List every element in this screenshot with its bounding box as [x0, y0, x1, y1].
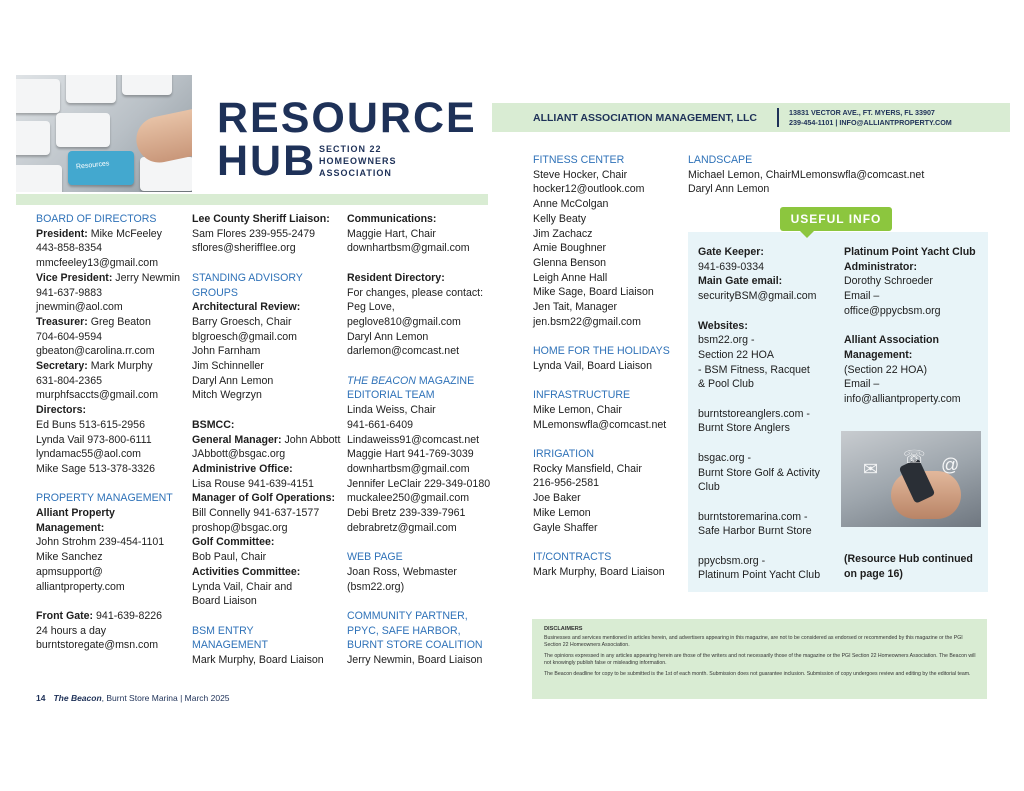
website-line: bsm22.org -: [698, 334, 755, 347]
holidays-line: Lynda Vail, Board Liaison: [533, 359, 652, 372]
golfops-label: Manager of Golf Operations:: [192, 492, 336, 505]
directors-label: Directors:: [36, 404, 87, 417]
address-line: 13831 VECTOR AVE., FT. MYERS, FL 33907: [789, 108, 935, 117]
irrigation-line: Mike Lemon: [533, 506, 591, 519]
bsmcc-label: BSMCC:: [192, 418, 235, 431]
activities-line: Board Liaison: [192, 595, 257, 608]
useful-info-tab: USEFUL INFO: [780, 207, 892, 231]
fitness-line: Anne McColgan: [533, 198, 609, 211]
page-number: 14: [36, 693, 46, 703]
beacon-line: Lindaweiss91@comcast.net: [347, 433, 480, 446]
page-title-resource: RESOURCE: [217, 94, 477, 142]
fitness-line: Kelly Beaty: [533, 212, 586, 225]
ppyc-line: Email –: [844, 290, 880, 303]
activities-line: Lynda Vail, Chair and: [192, 580, 293, 593]
landscape-line: Michael Lemon, ChairMLemonswfla@comcast.net: [688, 168, 925, 181]
ppyc-line: office@ppycbsm.org: [844, 304, 941, 317]
section-heading-web: WEB PAGE: [347, 551, 403, 564]
phone: 443-858-8354: [36, 242, 102, 255]
resdir-label: Resident Directory:: [347, 271, 445, 284]
fitness-line: Amie Boughner: [533, 242, 607, 255]
alliant-line: info@alliantproperty.com: [844, 393, 961, 406]
email: JAbbott@bsgac.org: [192, 448, 286, 461]
landscape-line: Daryl Ann Lemon: [688, 183, 770, 196]
web-line: Joan Ross, Webmaster: [347, 565, 457, 578]
arch-line: blgroesch@gmail.com: [192, 330, 297, 343]
section-heading-bsm-entry: BSM ENTRY: [192, 624, 254, 637]
comm-label: Communications:: [347, 213, 437, 225]
subtitle-line: SECTION 22: [319, 144, 382, 154]
subtitle-line: HOMEOWNERS: [319, 156, 397, 166]
resdir-line: Daryl Ann Lemon: [347, 330, 429, 343]
landscape-section: [688, 153, 924, 197]
activities-label: Activities Committee:: [192, 565, 301, 578]
irrigation-line: Rocky Mansfield, Chair: [533, 462, 642, 475]
beacon-line: debrabretz@gmail.com: [347, 521, 457, 534]
website-line: Burnt Store Golf & Activity: [698, 466, 820, 479]
section-heading-standing: STANDING ADVISORY: [192, 271, 303, 284]
section-heading-irrigation: IRRIGATION: [533, 448, 595, 461]
sheriff-line: sflores@sheriffIee.org: [192, 242, 296, 255]
section-heading-holidays: HOME FOR THE HOLIDAYS: [533, 345, 670, 358]
secretary-line: Secretary: Mark Murphy: [36, 360, 153, 373]
fitness-line: Jim Zachacz: [533, 227, 593, 240]
arch-line: Daryl Ann Lemon: [192, 374, 274, 387]
column-committees: [533, 153, 670, 579]
vp-line: Vice President: Jerry Newmin: [36, 271, 181, 284]
email: mmcfeeley13@gmail.com: [36, 257, 159, 270]
comm-line: Maggie Hart, Chair: [347, 227, 436, 240]
disclaimer-paragraph: The Beacon deadline for copy to be submitted is the 1st of each month. Submission does not guarantee inclusion. Submission of copy undergoes review and editing by the editorial team.: [544, 671, 971, 677]
golfops-line: proshop@bsgac.org: [192, 521, 288, 534]
column-standing-groups: [192, 212, 340, 668]
contact-line: 239-454-1101 | INFO@ALLIANTPROPERTY.COM: [789, 118, 952, 127]
web-line: (bsm22.org): [347, 580, 405, 593]
front-gate-line: Front Gate: 941-639-8226: [36, 609, 163, 622]
page-subtitle: [319, 143, 429, 179]
alliant-label: Alliant Association: [844, 334, 939, 347]
sheriff-line: Sam Flores 239-955-2479: [192, 227, 316, 240]
website-line: Club: [698, 481, 720, 494]
page-footer: [36, 693, 230, 703]
resdir-line: peglove810@gmail.com: [347, 315, 461, 328]
irrigation-line: Gayle Shaffer: [533, 521, 598, 534]
arch-line: John Farnham: [192, 345, 261, 358]
alliant-address: [789, 108, 952, 128]
column-board: [36, 212, 180, 653]
gate-email-label: Main Gate email:: [698, 275, 783, 288]
arch-line: Barry Groesch, Chair: [192, 315, 292, 328]
column-communications: [347, 212, 490, 668]
resdir-line: darlemon@comcast.net: [347, 345, 460, 358]
irrigation-line: Joe Baker: [533, 492, 581, 505]
fitness-line: Glenna Benson: [533, 256, 607, 269]
section-heading-landscape: LANDSCAPE: [688, 154, 753, 166]
beacon-line: muckalee250@gmail.com: [347, 492, 470, 505]
at-sign-icon: @: [941, 455, 960, 475]
section-heading-infrastructure: INFRASTRUCTURE: [533, 389, 631, 402]
website-line: bsgac.org -: [698, 451, 751, 464]
arch-line: Mitch Wegrzyn: [192, 389, 262, 402]
golfcomm-label: Golf Committee:: [192, 536, 275, 549]
pm-company: Management:: [36, 521, 105, 534]
disclaimer-paragraph: Businesses and services mentioned in articles herein, and advertisers appearing in this magazine, are not to be considered as endorsed or recommended by this magazine or the PGI Section 22 Homeowners Association.: [544, 635, 963, 648]
website-line: & Pool Club: [698, 378, 754, 391]
phone-icons-photo: [841, 431, 981, 527]
pm-line: alliantproperty.com: [36, 580, 125, 593]
phone: 941-639-0334: [698, 260, 764, 273]
section-heading-bsm-entry: MANAGEMENT: [192, 639, 268, 652]
beacon-line: Maggie Hart 941-769-3039: [347, 448, 474, 461]
page-title-hub: HUB: [217, 137, 317, 185]
section-heading-beacon: EDITORIAL TEAM: [347, 389, 435, 402]
ppyc-line: Dorothy Schroeder: [844, 275, 933, 288]
beacon-line: 941-661-6409: [347, 418, 413, 431]
alliant-label: Management:: [844, 348, 913, 361]
infra-line: MLemonswfla@comcast.net: [533, 418, 667, 431]
bsm-line: Mark Murphy, Board Liaison: [192, 654, 324, 667]
infra-line: Mike Lemon, Chair: [533, 403, 622, 416]
beacon-line: Linda Weiss, Chair: [347, 404, 436, 417]
disclaimer-paragraph: The opinions expressed in any articles appearing herein are those of the writers and not necessarily those of the magazine or the PGI Section 22 Homeowners Association. The Beacon will not knowingly publish false or misleading information.: [544, 653, 976, 666]
publication-name: The Beacon: [53, 693, 102, 703]
email: murphfsaccts@gmail.com: [36, 389, 159, 402]
gatekeeper-label: Gate Keeper:: [698, 246, 764, 258]
alliant-line: (Section 22 HOA): [844, 363, 928, 376]
website-line: Section 22 HOA: [698, 348, 774, 361]
pm-line: Mike Sanchez: [36, 551, 103, 564]
comm-line: downhartbsm@gmail.com: [347, 242, 470, 255]
fitness-line: Leigh Anne Hall: [533, 271, 608, 284]
gm-line: General Manager: John Abbott: [192, 433, 341, 446]
ppyc-label: Administrator:: [844, 260, 917, 273]
section-heading-board: BOARD OF DIRECTORS: [36, 213, 157, 225]
beacon-line: Debi Bretz 239-339-7961: [347, 507, 466, 520]
section-heading-it: IT/CONTRACTS: [533, 550, 612, 563]
continued-note: [844, 552, 984, 581]
fitness-line: jen.bsm22@gmail.com: [533, 315, 641, 328]
pm-company: Alliant Property: [36, 507, 115, 520]
section-heading-property-management: PROPERTY MANAGEMENT: [36, 492, 173, 505]
section-heading-fitness: FITNESS CENTER: [533, 154, 625, 166]
website-line: Platinum Point Yacht Club: [698, 569, 821, 582]
email: burntstoregate@msn.com: [36, 639, 159, 652]
beacon-line: Jennifer LeClair 229-349-0180: [347, 477, 491, 490]
pm-line: apmsupport@: [36, 565, 103, 578]
website-line: ppycbsm.org -: [698, 554, 766, 567]
website-line: Burnt Store Anglers: [698, 422, 790, 435]
cp-line: Jerry Newmin, Board Liaison: [347, 654, 483, 667]
email: gbeaton@carolina.rr.com: [36, 345, 155, 358]
gate-hours: 24 hours a day: [36, 624, 107, 637]
director-line: Mike Sage 513-378-3326: [36, 462, 155, 475]
keyboard-resources-photo: [16, 75, 192, 192]
golfcomm-line: Bob Paul, Chair: [192, 551, 267, 564]
director-line: Ed Buns 513-615-2956: [36, 418, 145, 431]
sheriff-label: Lee County Sheriff Liaison:: [192, 213, 330, 225]
section-heading-community-partner: PPYC, SAFE HARBOR,: [347, 624, 461, 637]
continued-line: (Resource Hub continued: [844, 553, 973, 565]
divider: [777, 108, 779, 127]
phone: 941-637-9883: [36, 286, 102, 299]
resdir-line: For changes, please contact:: [347, 286, 484, 299]
irrigation-line: 216-956-2581: [533, 477, 599, 490]
fitness-line: hocker12@outlook.com: [533, 183, 645, 196]
arch-label: Architectural Review:: [192, 301, 301, 314]
golfops-line: Bill Connelly 941-637-1577: [192, 507, 320, 520]
website-line: burntstoreanglers.com -: [698, 407, 810, 420]
divider: [16, 194, 488, 205]
resdir-line: Peg Love,: [347, 301, 395, 314]
website-line: burntstoremarina.com -: [698, 510, 808, 523]
continued-line: on page 16): [844, 567, 903, 580]
phone: 704-604-9594: [36, 330, 102, 343]
section-heading-beacon: THE BEACON MAGAZINE: [347, 374, 475, 387]
president-line: President: Mike McFeeley: [36, 227, 162, 240]
useful-info-left: [698, 245, 838, 583]
disclaimer-heading: DISCLAIMERS: [544, 626, 583, 632]
email: jnewmin@aol.com: [36, 301, 123, 314]
admin-label: Administrive Office:: [192, 462, 293, 475]
phone: 631-804-2365: [36, 374, 102, 387]
section-heading-community-partner: COMMUNITY PARTNER,: [347, 609, 468, 622]
arch-line: Jim Schinneller: [192, 360, 264, 373]
director-line: lyndamac55@aol.com: [36, 448, 141, 461]
ppyc-label: Platinum Point Yacht Club: [844, 246, 976, 258]
resources-key-label: Resources: [75, 160, 110, 171]
section-heading-standing: GROUPS: [192, 286, 238, 299]
admin-line: Lisa Rouse 941-639-4151: [192, 477, 314, 490]
mail-icon: ✉: [863, 459, 879, 479]
fitness-line: Jen Tait, Manager: [533, 301, 618, 314]
subtitle-line: ASSOCIATION: [319, 168, 392, 178]
alliant-company-name: ALLIANT ASSOCIATION MANAGEMENT, LLC: [533, 112, 757, 124]
useful-info-right: [844, 245, 984, 407]
website-line: - BSM Fitness, Racquet: [698, 363, 810, 376]
section-heading-community-partner: BURNT STORE COALITION: [347, 639, 483, 652]
alliant-line: Email –: [844, 378, 880, 391]
director-line: Lynda Vail 973-800-6111: [36, 433, 152, 446]
pm-line: John Strohm 239-454-1101: [36, 536, 165, 549]
websites-label: Websites:: [698, 319, 748, 332]
beacon-line: downhartbsm@gmail.com: [347, 462, 470, 475]
footer-text: , Burnt Store Marina | March 2025: [101, 693, 230, 703]
phone-icon: ☏: [903, 447, 926, 467]
fitness-line: Mike Sage, Board Liaison: [533, 286, 654, 299]
email: securityBSM@gmail.com: [698, 290, 817, 303]
it-line: Mark Murphy, Board Liaison: [533, 565, 665, 578]
website-line: Safe Harbor Burnt Store: [698, 525, 812, 538]
fitness-line: Steve Hocker, Chair: [533, 168, 628, 181]
treasurer-line: Treasurer: Greg Beaton: [36, 315, 151, 328]
disclaimer-box: [532, 619, 987, 699]
